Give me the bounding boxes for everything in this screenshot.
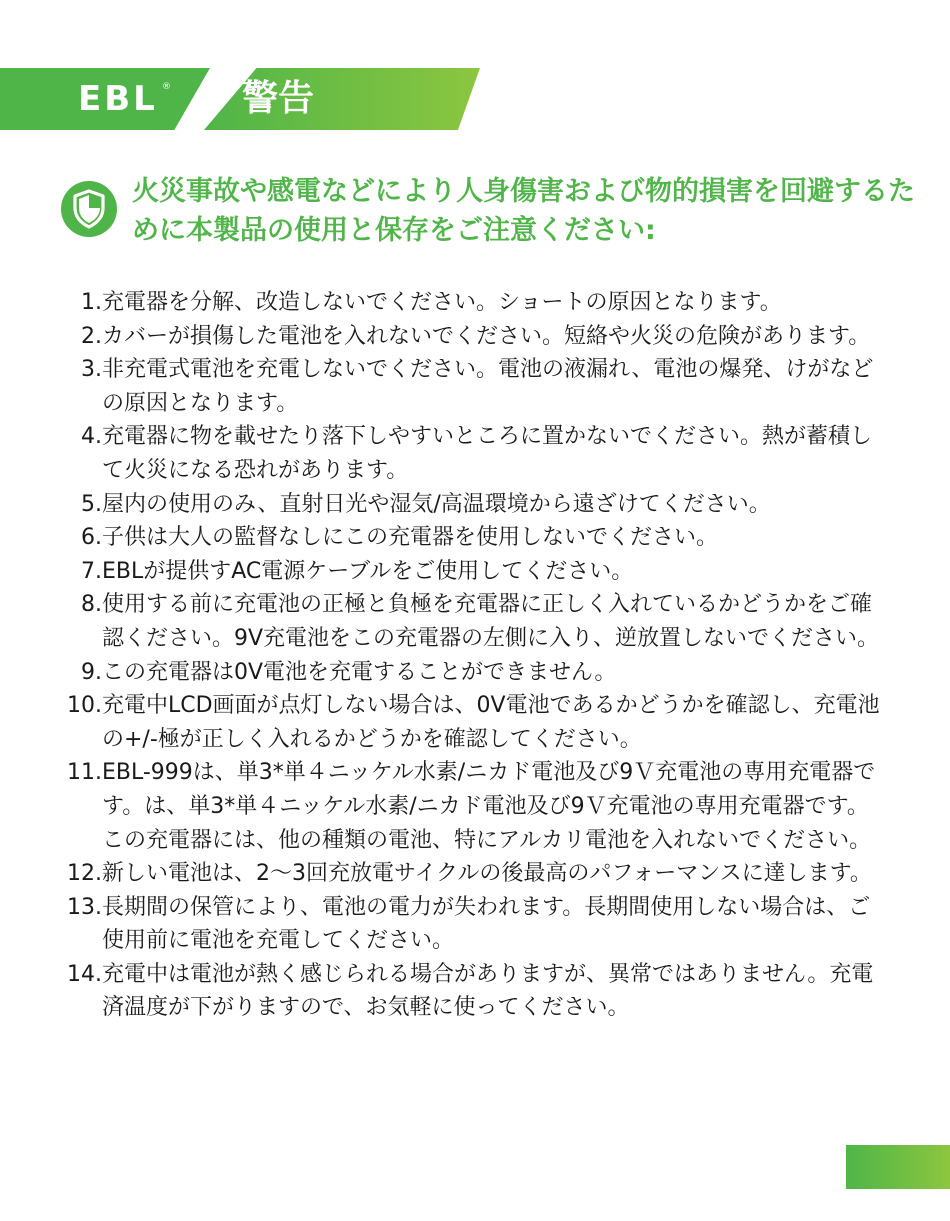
warning-text: 充電器を分解、改造しないでください。ショートの原因となります。: [102, 290, 782, 315]
warning-number: 9.: [81, 659, 102, 685]
intro-section: [60, 172, 920, 252]
warning-number: 2.: [81, 323, 102, 349]
warning-number: 4.: [81, 424, 102, 450]
warning-text: 子供は大人の監督なしにこの充電器を使用しないでください。: [102, 525, 719, 551]
warning-item: [60, 857, 890, 891]
warning-text: この充電器は0V電池を充電することができません。: [102, 659, 617, 685]
warning-text: カバーが損傷した電池を入れないでください。短絡や火災の危険があります。: [102, 323, 871, 349]
warning-text: EBL-999は、単3*単４ニッケル水素/ニカド電池及び9Ｖ充電池の専用充電器です。は、単3*単４ニッケル水素/ニカド電池及び9Ｖ充電池の専用充電器です。この充電器には、他の種類の電池、特にアルカリ電池を入れないでください。: [102, 760, 876, 853]
brand-logo: EBL: [78, 79, 158, 119]
warning-number: 1.: [81, 290, 102, 315]
shield-icon: [60, 180, 118, 238]
warning-item: [60, 521, 890, 555]
warning-number: 6.: [81, 525, 102, 551]
warning-number: 3.: [81, 357, 102, 383]
warning-number: 12.: [67, 861, 102, 887]
warning-item: [60, 756, 890, 857]
warning-number: 11.: [67, 760, 102, 786]
warning-text: 新しい電池は、2〜3回充放電サイクルの後最高のパフォーマンスに達します。: [102, 861, 872, 887]
warning-number: 8.: [81, 592, 102, 618]
warning-item: [60, 286, 890, 320]
corner-accent: [846, 1145, 950, 1189]
warning-number: 5.: [81, 491, 102, 517]
warning-item: [60, 958, 890, 1025]
warning-item: [60, 320, 890, 354]
warning-text: 充電中は電池が熱く感じられる場合がありますが、異常ではありません。充電済温度が下がりますので、お気軽に使ってください。: [102, 961, 874, 1021]
intro-heading: 火災事故や感電などにより人身傷害および物的損害を回避するために本製品の使用と保存をご注意ください:: [132, 176, 915, 246]
warning-number: 14.: [67, 961, 102, 987]
warning-text: EBLが提供すAC電源ケーブルをご使用してください。: [102, 558, 634, 584]
warning-item: [60, 353, 890, 420]
warning-list: [60, 286, 890, 1025]
warning-item: [60, 488, 890, 522]
warning-number: 10.: [67, 693, 102, 719]
warning-item: [60, 555, 890, 589]
warning-text: 長期間の保管により、電池の電力が失われます。長期間使用しない場合は、ご使用前に電池を充電してください。: [102, 894, 871, 954]
warning-item: [60, 588, 890, 655]
warning-text: 屋内の使用のみ、直射日光や湿気/高温環境から遠ざけてください。: [102, 491, 771, 517]
warning-text: 充電器に物を載せたり落下しやすいところに置かないでください。熱が蓄積して火災になる恐れがあります。: [102, 424, 873, 483]
warning-number: 13.: [67, 894, 102, 920]
warning-number: 7.: [81, 558, 102, 584]
warning-text: 非充電式電池を充電しないでください。電池の液漏れ、電池の爆発、けがなどの原因となります。: [102, 357, 874, 416]
warning-item: [60, 420, 890, 487]
warning-text: 使用する前に充電池の正極と負極を充電器に正しく入れているかどうかをご確認ください。9V充電池をこの充電器の左側に入り、逆放置しないでください。: [102, 592, 880, 651]
header-banner: [0, 68, 480, 130]
warning-item: [60, 656, 890, 690]
registered-mark: ®: [162, 82, 171, 92]
page-title: 警告: [242, 78, 315, 119]
warning-item: [60, 891, 890, 958]
warning-item: [60, 689, 890, 756]
warning-text: 充電中LCD画面が点灯しない場合は、0V電池であるかどうかを確認し、充電池の+/-極が正しく入れるかどうかを確認してください。: [102, 693, 880, 752]
